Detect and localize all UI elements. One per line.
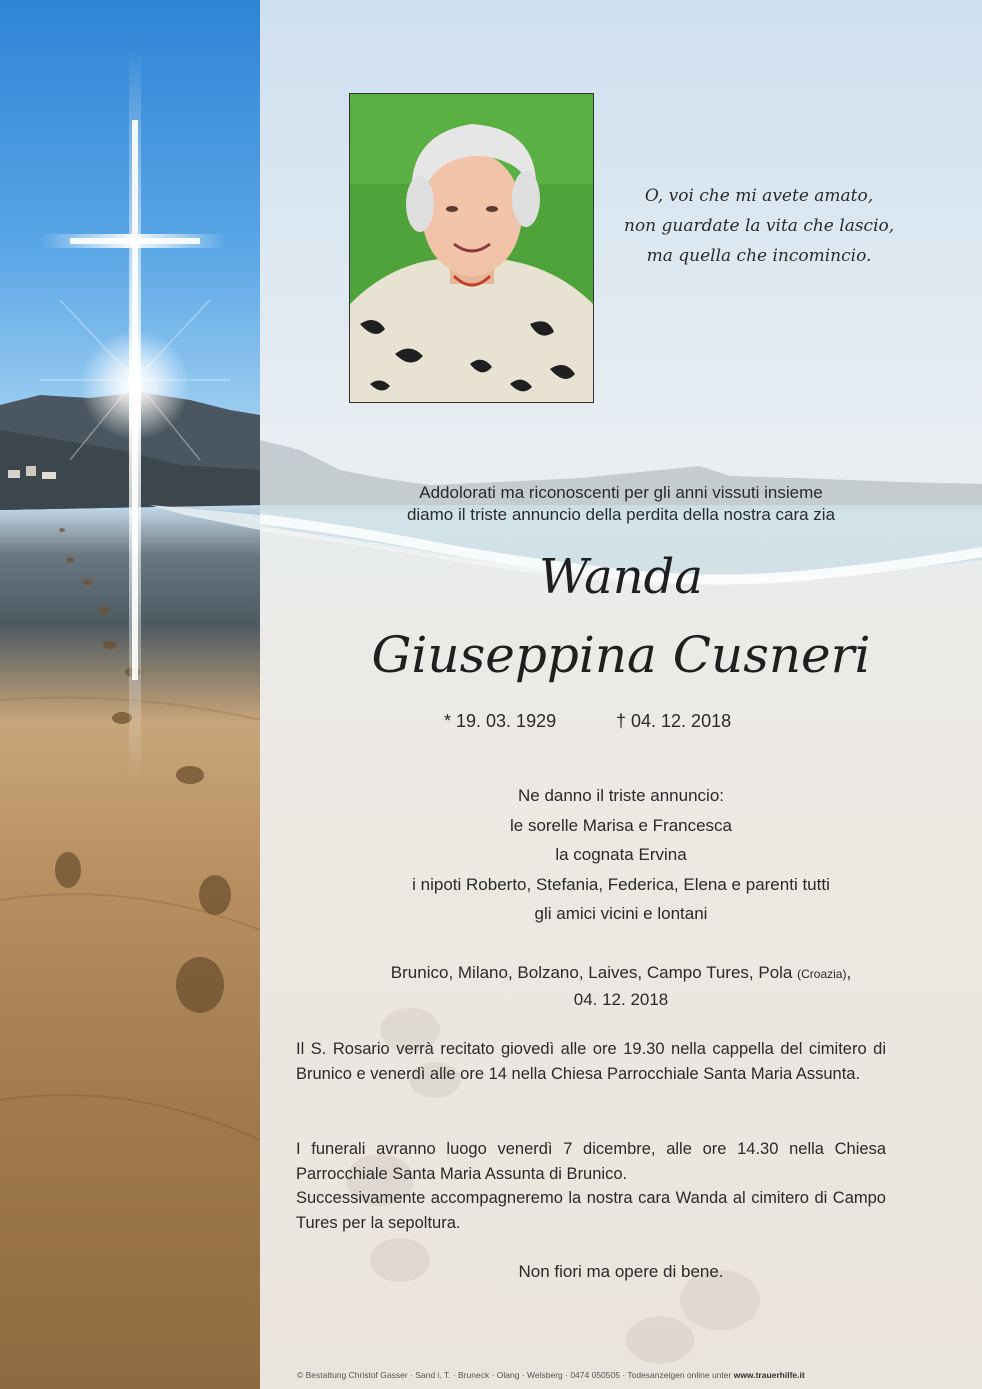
mourner-line: le sorelle Marisa e Francesca <box>509 815 733 835</box>
funeral-line-1: I funerali avranno luogo venerdì 7 dicembre, alle ore 14.30 nella Chiesa Parrocchiale Santa Maria Assunta di Brunico. <box>296 1140 886 1183</box>
funeral-paragraph <box>296 1137 886 1235</box>
place-country-note: (Croazia) <box>797 967 847 981</box>
announcement-intro <box>260 482 982 526</box>
obituary-panel <box>260 0 982 1389</box>
mourner-line: la cognata Ervina <box>555 845 687 864</box>
place-cities: Brunico, Milano, Bolzano, Laives, Campo Tures, Pola <box>390 963 793 982</box>
place-and-date <box>260 960 982 1012</box>
mourner-line: i nipoti Roberto, Stefania, Federica, Elena e parenti tutti <box>412 874 830 894</box>
closing-request: Non fiori ma opere di bene. <box>518 1262 724 1281</box>
place-line <box>260 960 982 987</box>
birth-date: * 19. 03. 1929 <box>444 711 557 731</box>
quote-block <box>624 181 894 271</box>
footer-credit <box>297 1370 805 1380</box>
footer-text: © Bestattung Christof Gasser · Sand i. T. · Bruneck · Olang · Welsberg · 0474 050505 · Todesanzeigen online unter <box>297 1370 734 1380</box>
quote-line: ma quella che incomincio. <box>646 246 872 266</box>
beach-cross-image <box>0 0 260 1389</box>
mourners-list <box>260 781 982 929</box>
rosary-paragraph: Il S. Rosario verrà recitato giovedì alle ore 19.30 nella cappella del cimitero di Brunico e venerdì alle ore 14 nella Chiesa Parrocchiale Santa Maria Assunta. <box>296 1040 886 1083</box>
mourner-line: gli amici vicini e lontani <box>534 904 708 923</box>
intro-line-1: Addolorati ma riconoscenti per gli anni vissuti insieme <box>419 483 823 502</box>
quote-line: non guardate la vita che lascio, <box>624 216 895 236</box>
portrait-photo <box>349 93 594 403</box>
beach-cross-illustration <box>0 0 260 1389</box>
intro-line-2: diamo il triste annuncio della perdita della nostra cara zia <box>406 505 836 524</box>
quote-line: O, voi che mi avete amato, <box>644 186 874 206</box>
place-trailing-comma: , <box>846 963 852 982</box>
deceased-first-name: Wanda <box>538 549 704 605</box>
sun-glow <box>80 330 190 440</box>
funeral-line-2: Successivamente accompagneremo la nostra cara Wanda al cimitero di Campo Tures per la sepoltura. <box>296 1189 886 1232</box>
mourners-heading: Ne danno il triste annuncio: <box>517 786 725 805</box>
footer-website-link[interactable]: www.trauerhilfe.it <box>733 1370 805 1380</box>
deceased-full-name: Giuseppina Cusneri <box>371 626 871 684</box>
announcement-date: 04. 12. 2018 <box>573 990 669 1009</box>
death-date: † 04. 12. 2018 <box>616 711 732 731</box>
